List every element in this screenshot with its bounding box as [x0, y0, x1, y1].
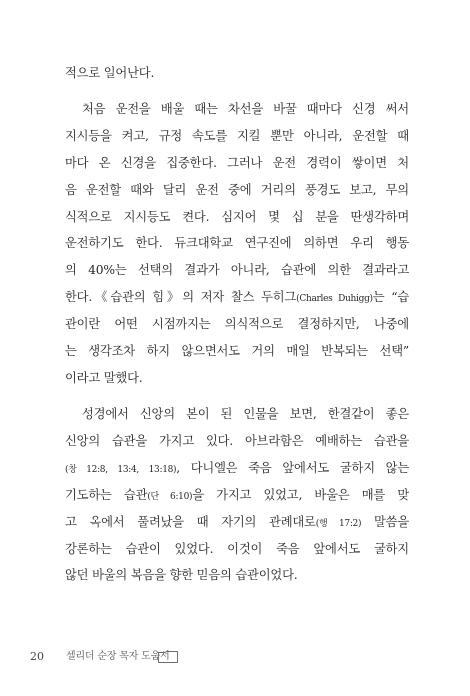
text-line [65, 485, 409, 505]
text-line: 마다 온 신경을 집중한다. 그러나 운전 경력이 쌓이면 처 [65, 156, 409, 170]
scripture-reference: (창 12:8, 13:4, 13:18) [65, 465, 177, 475]
text-line [65, 458, 409, 478]
text-line: 식적으로 지시등도 켠다. 심지어 몇 십 분을 딴생각하며 [65, 210, 409, 224]
text-line: 는 생각조차 하지 않으면서도 거의 매일 반복되는 선택” [65, 344, 409, 358]
text-segment: 기도하는 습관 [65, 488, 148, 502]
text-line: 성경에서 신앙의 본이 된 인물을 보면, 한결같이 좋은 [82, 407, 409, 421]
text-line: 이라고 말했다. [65, 371, 143, 385]
text-line: 강론하는 습관이 있었다. 이것이 죽음 앞에서도 굴하지 [65, 542, 409, 556]
text-segment: , 다니엘은 죽음 앞에서도 굴하지 않는 [176, 461, 409, 475]
text-segment: 고 옥에서 풀려났을 때 자기의 관례대로 [65, 515, 316, 529]
page-number: 20 [30, 650, 44, 663]
author-name-note: (Charles Duhigg) [296, 294, 373, 304]
text-line [65, 287, 409, 307]
text-line: 않던 바울의 복음을 향한 믿음의 습관이었다. [65, 568, 298, 582]
text-line [65, 512, 409, 532]
running-footer-title: 셀리더 순장 목자 도움서 [66, 651, 170, 662]
text-line: 의 40%는 선택의 결과가 아니라, 습관에 의한 결과라고 [65, 263, 409, 277]
text-segment: 말씀을 [361, 515, 409, 529]
text-line: 음 운전할 때와 달리 운전 중에 거리의 풍경도 보고, 무의 [65, 183, 409, 197]
scripture-reference: (행 17:2) [315, 519, 362, 529]
scripture-reference: (단 6:10) [147, 492, 193, 502]
text-line: 지시등을 켜고, 규정 속도를 지킬 뿐만 아니라, 운전할 때 [65, 129, 409, 143]
text-segment: 는 “습 [372, 290, 410, 304]
folder-icon [158, 651, 178, 663]
text-line: 신앙의 습관을 가지고 있다. 아브라함은 예배하는 습관을 [65, 434, 409, 448]
text-line: 운전하기도 한다. 듀크대학교 연구진에 의하면 우리 행동 [65, 236, 409, 250]
text-line: 적으로 일어난다. [65, 66, 155, 80]
text-line: 처음 운전을 배울 때는 차선을 바꿀 때마다 신경 써서 [82, 102, 409, 116]
text-segment: 한다.《습관의 힘》의 저자 찰스 두히그 [65, 290, 297, 304]
text-segment: 을 가지고 있었고, 바울은 매를 맞 [192, 488, 409, 502]
text-line: 관이란 어떤 시점까지는 의식적으로 결정하지만, 나중에 [65, 317, 409, 331]
